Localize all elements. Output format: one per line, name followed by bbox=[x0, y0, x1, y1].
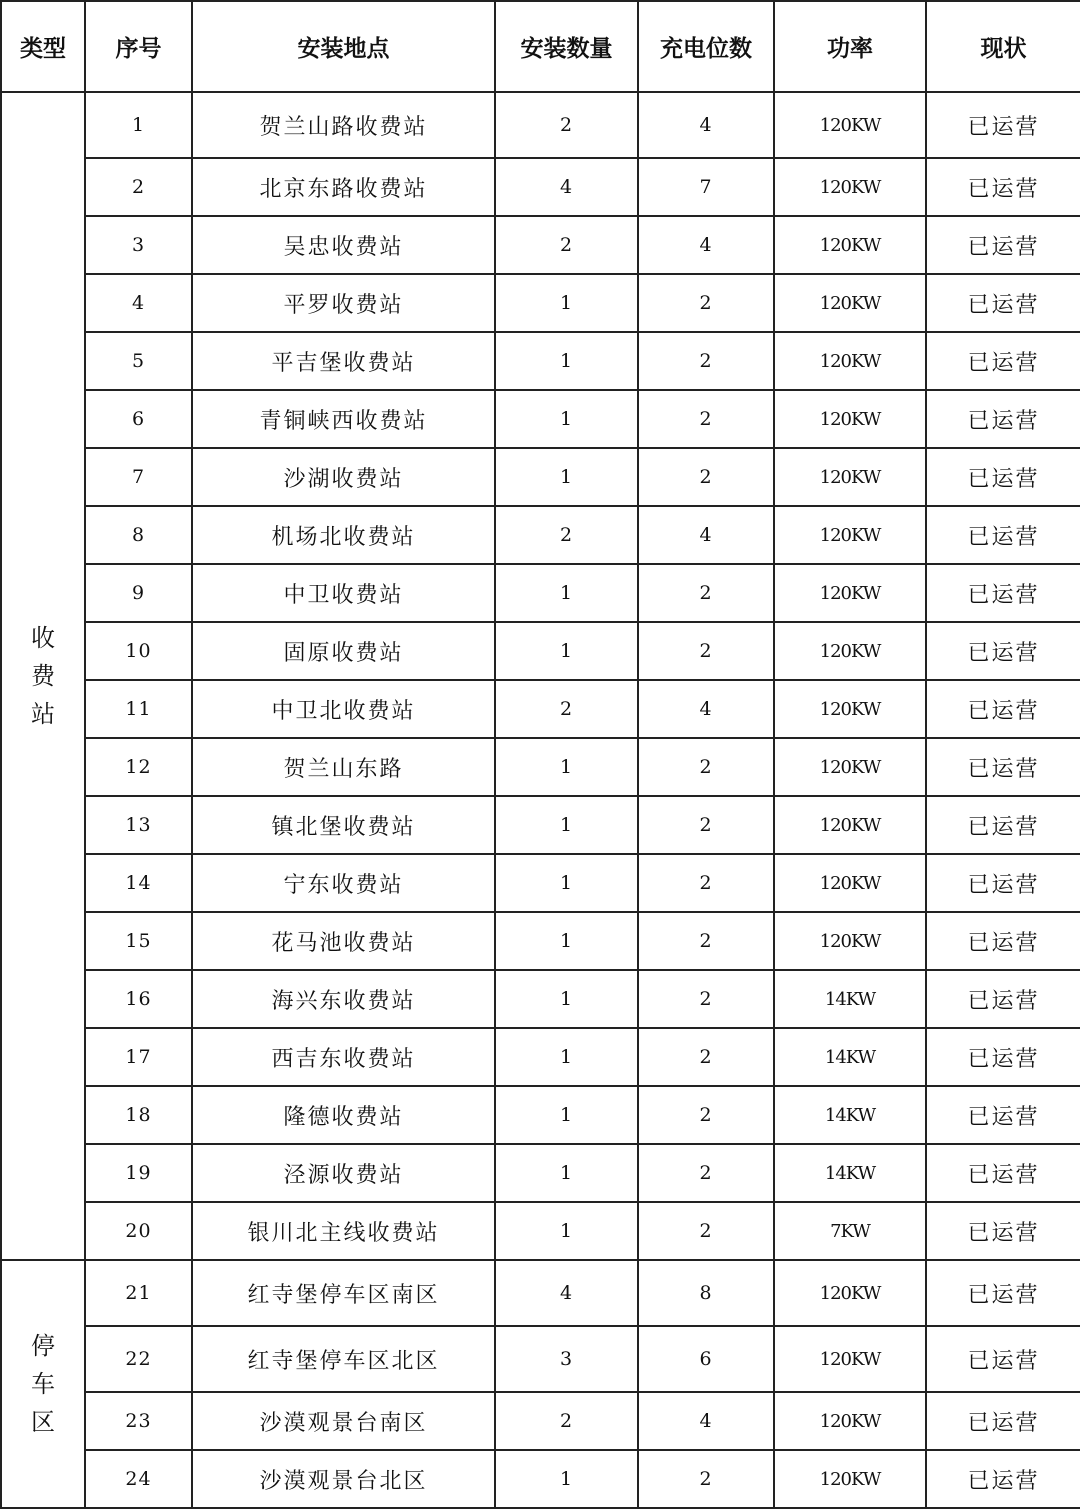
cell-slots: 7 bbox=[638, 158, 774, 216]
cell-status: 已运营 bbox=[926, 622, 1080, 680]
cell-location: 吴忠收费站 bbox=[192, 216, 495, 274]
table-row bbox=[1, 1326, 1080, 1392]
cell-status: 已运营 bbox=[926, 796, 1080, 854]
table-row bbox=[1, 1450, 1080, 1508]
group-parking-label: 停车区 bbox=[30, 1332, 55, 1436]
table-row bbox=[1, 1392, 1080, 1450]
cell-power: 120KW bbox=[774, 216, 926, 274]
cell-power: 120KW bbox=[774, 738, 926, 796]
cell-power: 120KW bbox=[774, 158, 926, 216]
cell-location: 贺兰山路收费站 bbox=[192, 92, 495, 158]
cell-status: 已运营 bbox=[926, 1326, 1080, 1392]
cell-location: 花马池收费站 bbox=[192, 912, 495, 970]
cell-slots: 6 bbox=[638, 1326, 774, 1392]
cell-quantity: 1 bbox=[495, 970, 638, 1028]
table-row bbox=[1, 1086, 1080, 1144]
cell-location: 红寺堡停车区北区 bbox=[192, 1326, 495, 1392]
cell-slots: 2 bbox=[638, 738, 774, 796]
cell-no: 6 bbox=[85, 390, 192, 448]
cell-no: 8 bbox=[85, 506, 192, 564]
cell-quantity: 2 bbox=[495, 506, 638, 564]
cell-quantity: 1 bbox=[495, 1450, 638, 1508]
cell-power: 120KW bbox=[774, 390, 926, 448]
cell-status: 已运营 bbox=[926, 216, 1080, 274]
cell-location: 宁东收费站 bbox=[192, 854, 495, 912]
cell-power: 14KW bbox=[774, 1086, 926, 1144]
cell-power: 7KW bbox=[774, 1202, 926, 1260]
cell-slots: 2 bbox=[638, 970, 774, 1028]
cell-slots: 4 bbox=[638, 216, 774, 274]
cell-status: 已运营 bbox=[926, 1086, 1080, 1144]
cell-location: 隆德收费站 bbox=[192, 1086, 495, 1144]
table-row bbox=[1, 622, 1080, 680]
cell-no: 3 bbox=[85, 216, 192, 274]
cell-quantity: 1 bbox=[495, 1144, 638, 1202]
cell-power: 120KW bbox=[774, 1326, 926, 1392]
cell-slots: 2 bbox=[638, 1144, 774, 1202]
cell-status: 已运营 bbox=[926, 506, 1080, 564]
cell-power: 120KW bbox=[774, 274, 926, 332]
cell-no: 11 bbox=[85, 680, 192, 738]
group-toll-label: 收费站 bbox=[30, 624, 55, 728]
cell-status: 已运营 bbox=[926, 680, 1080, 738]
cell-status: 已运营 bbox=[926, 1392, 1080, 1450]
cell-location: 平罗收费站 bbox=[192, 274, 495, 332]
cell-slots: 2 bbox=[638, 1028, 774, 1086]
cell-power: 120KW bbox=[774, 1392, 926, 1450]
cell-slots: 2 bbox=[638, 622, 774, 680]
cell-slots: 2 bbox=[638, 1086, 774, 1144]
header-power: 功率 bbox=[774, 1, 926, 92]
cell-location: 中卫收费站 bbox=[192, 564, 495, 622]
cell-slots: 4 bbox=[638, 680, 774, 738]
cell-no: 4 bbox=[85, 274, 192, 332]
cell-power: 120KW bbox=[774, 622, 926, 680]
cell-quantity: 1 bbox=[495, 1202, 638, 1260]
cell-quantity: 1 bbox=[495, 274, 638, 332]
cell-slots: 2 bbox=[638, 390, 774, 448]
header-no: 序号 bbox=[85, 1, 192, 92]
cell-no: 24 bbox=[85, 1450, 192, 1508]
cell-quantity: 1 bbox=[495, 448, 638, 506]
cell-power: 14KW bbox=[774, 970, 926, 1028]
table-row bbox=[1, 738, 1080, 796]
cell-status: 已运营 bbox=[926, 92, 1080, 158]
cell-location: 西吉东收费站 bbox=[192, 1028, 495, 1086]
cell-power: 120KW bbox=[774, 680, 926, 738]
table-row bbox=[1, 1260, 1080, 1326]
header-row bbox=[1, 1, 1080, 92]
cell-no: 14 bbox=[85, 854, 192, 912]
cell-power: 120KW bbox=[774, 506, 926, 564]
table-row bbox=[1, 274, 1080, 332]
cell-location: 泾源收费站 bbox=[192, 1144, 495, 1202]
cell-status: 已运营 bbox=[926, 564, 1080, 622]
cell-slots: 8 bbox=[638, 1260, 774, 1326]
cell-no: 2 bbox=[85, 158, 192, 216]
cell-status: 已运营 bbox=[926, 854, 1080, 912]
cell-location: 固原收费站 bbox=[192, 622, 495, 680]
cell-power: 120KW bbox=[774, 796, 926, 854]
cell-location: 机场北收费站 bbox=[192, 506, 495, 564]
cell-power: 120KW bbox=[774, 854, 926, 912]
group-toll bbox=[1, 92, 85, 1260]
cell-power: 120KW bbox=[774, 448, 926, 506]
cell-power: 120KW bbox=[774, 332, 926, 390]
cell-no: 19 bbox=[85, 1144, 192, 1202]
cell-location: 青铜峡西收费站 bbox=[192, 390, 495, 448]
table-row bbox=[1, 506, 1080, 564]
cell-quantity: 2 bbox=[495, 92, 638, 158]
cell-status: 已运营 bbox=[926, 970, 1080, 1028]
cell-location: 平吉堡收费站 bbox=[192, 332, 495, 390]
table-row bbox=[1, 448, 1080, 506]
cell-quantity: 1 bbox=[495, 332, 638, 390]
cell-no: 17 bbox=[85, 1028, 192, 1086]
cell-slots: 2 bbox=[638, 796, 774, 854]
cell-status: 已运营 bbox=[926, 912, 1080, 970]
cell-quantity: 1 bbox=[495, 1028, 638, 1086]
cell-location: 红寺堡停车区南区 bbox=[192, 1260, 495, 1326]
table-row bbox=[1, 1202, 1080, 1260]
table-row bbox=[1, 92, 1080, 158]
header-location: 安装地点 bbox=[192, 1, 495, 92]
cell-no: 16 bbox=[85, 970, 192, 1028]
table-row bbox=[1, 912, 1080, 970]
cell-status: 已运营 bbox=[926, 448, 1080, 506]
table-row bbox=[1, 564, 1080, 622]
table-row bbox=[1, 854, 1080, 912]
cell-no: 20 bbox=[85, 1202, 192, 1260]
cell-quantity: 1 bbox=[495, 564, 638, 622]
table-row bbox=[1, 970, 1080, 1028]
table-row bbox=[1, 390, 1080, 448]
cell-status: 已运营 bbox=[926, 1144, 1080, 1202]
cell-quantity: 1 bbox=[495, 854, 638, 912]
header-quantity: 安装数量 bbox=[495, 1, 638, 92]
group-parking bbox=[1, 1260, 85, 1508]
cell-quantity: 1 bbox=[495, 1086, 638, 1144]
cell-quantity: 1 bbox=[495, 390, 638, 448]
cell-location: 贺兰山东路 bbox=[192, 738, 495, 796]
table-row bbox=[1, 332, 1080, 390]
table-row bbox=[1, 1028, 1080, 1086]
cell-no: 18 bbox=[85, 1086, 192, 1144]
cell-location: 沙漠观景台北区 bbox=[192, 1450, 495, 1508]
cell-slots: 2 bbox=[638, 912, 774, 970]
header-slots: 充电位数 bbox=[638, 1, 774, 92]
cell-status: 已运营 bbox=[926, 1260, 1080, 1326]
cell-slots: 2 bbox=[638, 1202, 774, 1260]
cell-slots: 4 bbox=[638, 506, 774, 564]
cell-slots: 2 bbox=[638, 274, 774, 332]
cell-no: 22 bbox=[85, 1326, 192, 1392]
cell-no: 1 bbox=[85, 92, 192, 158]
cell-no: 13 bbox=[85, 796, 192, 854]
table-row bbox=[1, 796, 1080, 854]
cell-status: 已运营 bbox=[926, 1202, 1080, 1260]
cell-quantity: 2 bbox=[495, 1392, 638, 1450]
cell-location: 沙漠观景台南区 bbox=[192, 1392, 495, 1450]
cell-status: 已运营 bbox=[926, 1450, 1080, 1508]
cell-quantity: 3 bbox=[495, 1326, 638, 1392]
header-type: 类型 bbox=[1, 1, 85, 92]
table-row bbox=[1, 680, 1080, 738]
cell-slots: 4 bbox=[638, 92, 774, 158]
cell-quantity: 2 bbox=[495, 216, 638, 274]
cell-no: 12 bbox=[85, 738, 192, 796]
cell-power: 120KW bbox=[774, 564, 926, 622]
header-status: 现状 bbox=[926, 1, 1080, 92]
cell-quantity: 4 bbox=[495, 1260, 638, 1326]
cell-slots: 2 bbox=[638, 448, 774, 506]
cell-quantity: 1 bbox=[495, 796, 638, 854]
table-row bbox=[1, 216, 1080, 274]
table-body bbox=[1, 92, 1080, 1508]
cell-location: 银川北主线收费站 bbox=[192, 1202, 495, 1260]
cell-power: 120KW bbox=[774, 92, 926, 158]
cell-status: 已运营 bbox=[926, 332, 1080, 390]
cell-location: 沙湖收费站 bbox=[192, 448, 495, 506]
cell-slots: 4 bbox=[638, 1392, 774, 1450]
cell-slots: 2 bbox=[638, 564, 774, 622]
cell-power: 14KW bbox=[774, 1028, 926, 1086]
cell-status: 已运营 bbox=[926, 390, 1080, 448]
cell-no: 21 bbox=[85, 1260, 192, 1326]
cell-no: 23 bbox=[85, 1392, 192, 1450]
cell-power: 120KW bbox=[774, 912, 926, 970]
cell-slots: 2 bbox=[638, 332, 774, 390]
table-row bbox=[1, 158, 1080, 216]
cell-status: 已运营 bbox=[926, 1028, 1080, 1086]
cell-status: 已运营 bbox=[926, 738, 1080, 796]
cell-no: 9 bbox=[85, 564, 192, 622]
cell-no: 10 bbox=[85, 622, 192, 680]
cell-quantity: 1 bbox=[495, 738, 638, 796]
cell-status: 已运营 bbox=[926, 158, 1080, 216]
cell-slots: 2 bbox=[638, 854, 774, 912]
table-row bbox=[1, 1144, 1080, 1202]
cell-power: 120KW bbox=[774, 1260, 926, 1326]
cell-power: 120KW bbox=[774, 1450, 926, 1508]
cell-no: 5 bbox=[85, 332, 192, 390]
cell-no: 7 bbox=[85, 448, 192, 506]
cell-quantity: 1 bbox=[495, 622, 638, 680]
cell-location: 北京东路收费站 bbox=[192, 158, 495, 216]
cell-status: 已运营 bbox=[926, 274, 1080, 332]
cell-quantity: 1 bbox=[495, 912, 638, 970]
cell-slots: 2 bbox=[638, 1450, 774, 1508]
cell-power: 14KW bbox=[774, 1144, 926, 1202]
cell-quantity: 2 bbox=[495, 680, 638, 738]
cell-location: 中卫北收费站 bbox=[192, 680, 495, 738]
cell-quantity: 4 bbox=[495, 158, 638, 216]
cell-location: 海兴东收费站 bbox=[192, 970, 495, 1028]
cell-no: 15 bbox=[85, 912, 192, 970]
cell-location: 镇北堡收费站 bbox=[192, 796, 495, 854]
